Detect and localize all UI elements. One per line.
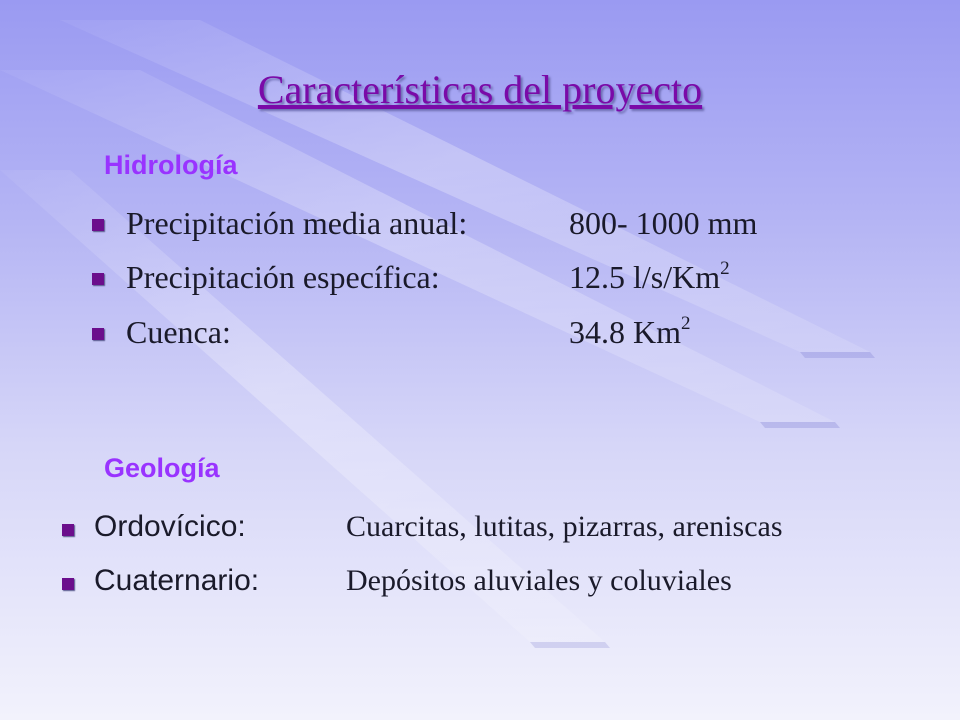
bullet-icon: [62, 578, 74, 590]
item-value: 12.5 l/s/Km$^2$: [569, 258, 730, 295]
slide-title: Características del proyecto: [257, 67, 703, 112]
superscript: 2: [681, 313, 691, 335]
item-label: Precipitación específica:: [126, 259, 440, 295]
item-value: Cuarcitas, lutitas, pizarras, areniscas: [346, 510, 783, 543]
stripe-shadow-3: [530, 642, 610, 648]
section-heading-hidrologia: Hidrología: [104, 150, 238, 180]
bullet-icon: [92, 328, 104, 340]
stripe-shadow-2: [760, 422, 840, 428]
item-label: Cuenca:: [126, 314, 231, 350]
bullet-icon: [62, 524, 74, 536]
item-label: Precipitación media anual:: [126, 205, 468, 241]
item-value: Depósitos aluviales y coluviales: [346, 564, 732, 597]
section-heading-geologia: Geología: [104, 453, 220, 483]
bullet-icon: [92, 219, 104, 231]
item-value: 34.8 Km$^2$: [569, 313, 691, 350]
bullet-icon: [92, 273, 104, 285]
item-label: Cuaternario:: [94, 564, 260, 597]
stripe-shadow-1: [800, 352, 875, 358]
superscript: 2: [720, 258, 730, 280]
item-label: Ordovícico:: [94, 510, 246, 543]
item-value: 800- 1000 mm: [569, 205, 758, 241]
